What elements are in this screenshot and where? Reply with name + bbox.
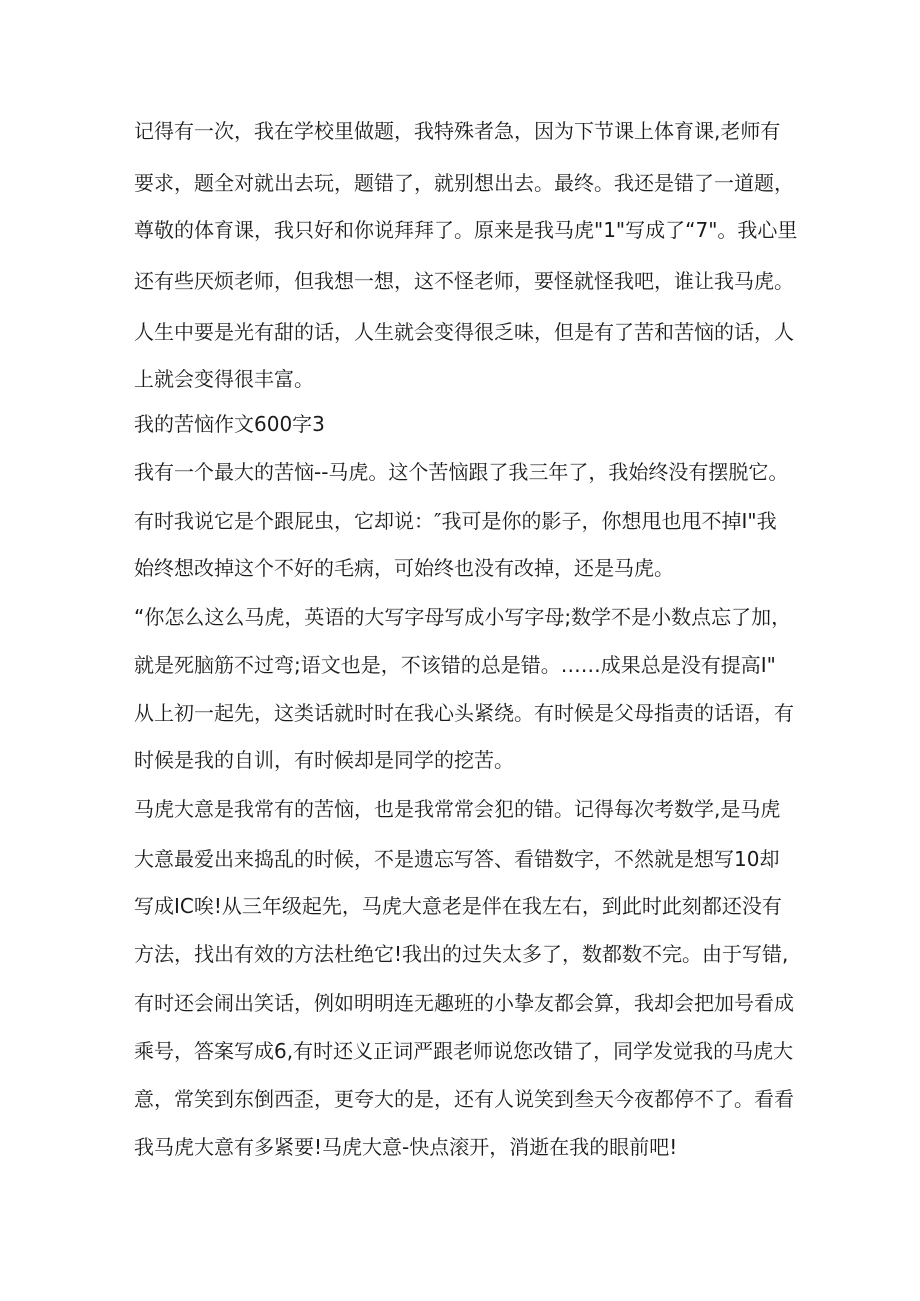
- paragraph-1-line-4: 还有些厌烦老师，但我想一想，这不怪老师，要怪就怪我吧，谁让我马虎。: [134, 269, 794, 293]
- paragraph-3-line-4: 时候是我的自训，有时候却是同学的挖苦。: [134, 748, 514, 772]
- paragraph-3-line-1: “你怎么这么马虎，英语的大写字母写成小写字母;数学不是小数点忘了加，: [134, 605, 792, 629]
- paragraph-4-line-4: 方法，找出有效的方法杜绝它!我出的过失太多了，数都数不完。由于写错,: [134, 942, 789, 966]
- paragraph-2-line-2: 有时我说它是个跟屁虫，它却说：″我可是你的影子，你想甩也甩不掉I"我: [134, 509, 777, 533]
- paragraph-1-line-6: 上就会变得很丰富。: [134, 367, 314, 391]
- paragraph-4-line-5: 有时还会闹出笑话，例如明明连无趣班的小挚友都会算，我却会把加号看成: [134, 991, 794, 1015]
- paragraph-4-line-2: 大意最爱出来捣乱的时候，不是遗忘写答、看错数字，不然就是想写10却: [134, 847, 780, 871]
- paragraph-1-line-1: 记得有一次，我在学校里做题，我特殊者急，因为下节课上体育课,老师有: [134, 119, 781, 143]
- paragraph-3-line-3: 从上初一起先，这类话就时时在我心头紧绕。有时候是父母指责的话语，有: [134, 701, 794, 725]
- paragraph-1-line-3: 尊敬的体育课，我只好和你说拜拜了。原来是我马虎"1"写成了“7"。我心里: [134, 218, 798, 242]
- paragraph-4-line-1: 马虎大意是我常有的苦恼，也是我常常会犯的错。记得每次考数学,是马虎: [134, 797, 781, 821]
- paragraph-1-line-5: 人生中要是光有甜的话，人生就会变得很乏味，但是有了苦和苦恼的话，人: [134, 320, 794, 344]
- paragraph-2-line-1: 我有一个最大的苦恼--马虎。这个苦恼跟了我三年了，我始终没有摆脱它。: [134, 460, 789, 484]
- section-heading: 我的苦恼作文600字3: [134, 412, 325, 436]
- paragraph-3-line-2: 就是死脑筋不过弯;语文也是，不该错的总是错。……成果总是没有提高I": [134, 653, 776, 677]
- paragraph-4-line-3: 写成IC唉!从三年级起先，马虎大意老是伴在我左右，到此时此刻都还没有: [134, 894, 782, 918]
- paragraph-4-line-7: 意，常笑到东倒西歪，更夸大的是，还有人说笑到叁天今夜都停不了。看看: [134, 1087, 794, 1111]
- paragraph-4-line-6: 乘号，答案写成6,有时还义正词严跟老师说您改错了，同学发觉我的马虎大: [134, 1039, 794, 1063]
- paragraph-2-line-3: 始终想改掉这个不好的毛病，可始终也没有改掉，还是马虎。: [134, 556, 674, 580]
- paragraph-4-line-8: 我马虎大意有多紧要!马虎大意-快点滚开，消逝在我的眼前吧!: [134, 1135, 678, 1159]
- paragraph-1-line-2: 要求，题全对就出去玩，题错了，就别想出去。最终。我还是错了一道题，: [134, 171, 794, 195]
